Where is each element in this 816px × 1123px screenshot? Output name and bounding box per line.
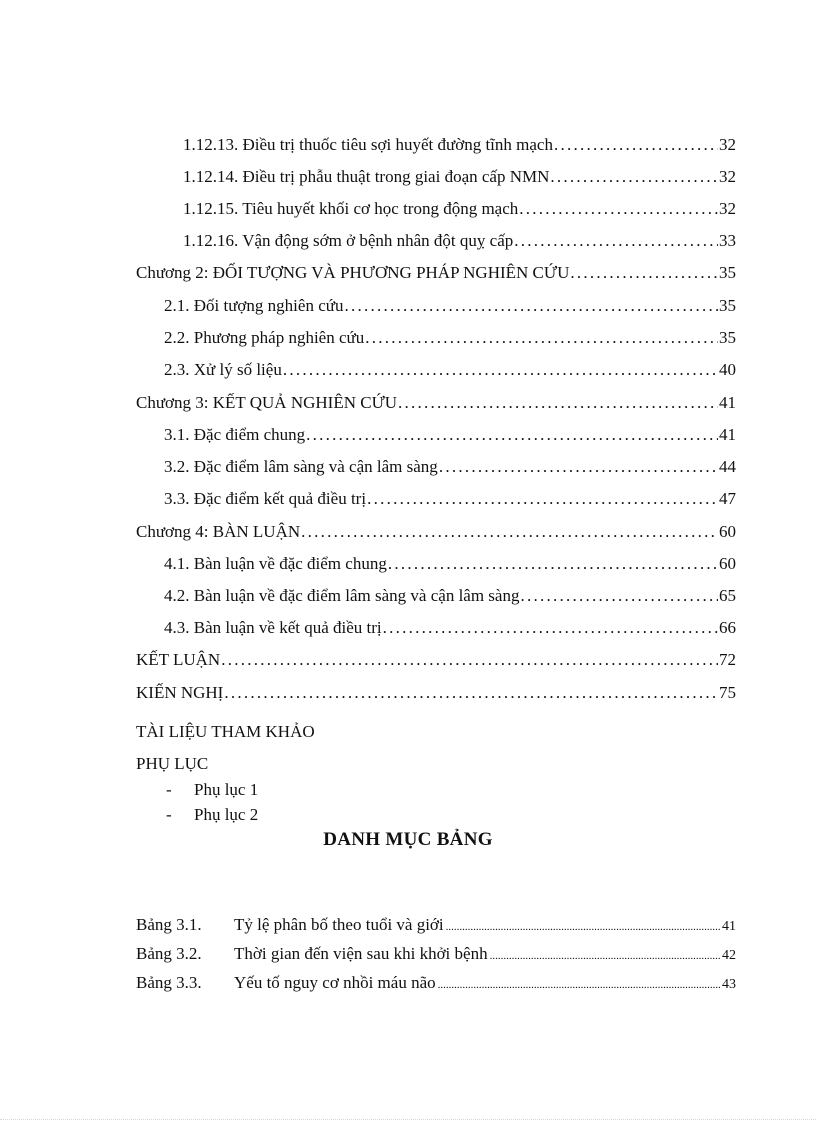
toc-entry-page: 44 (719, 457, 736, 476)
toc-entry (183, 230, 736, 252)
toc-entry-page: 66 (719, 618, 736, 637)
toc-entry-page: 75 (719, 683, 736, 702)
bullet-dash: - (166, 780, 172, 799)
toc-leader-dots (383, 617, 718, 639)
toc-entry-page: 32 (719, 199, 736, 218)
toc-leader-dots (490, 945, 720, 967)
toc-chapter (136, 262, 736, 284)
toc-leader-dots (365, 327, 718, 349)
toc-leader-dots (344, 295, 718, 317)
table-title: Yếu tố nguy cơ nhồi máu não (234, 973, 436, 992)
toc-leader-dots (388, 553, 718, 575)
table-number: Bảng 3.1. (136, 915, 202, 934)
toc-entry (164, 359, 736, 381)
toc-entry-page: 47 (719, 489, 736, 508)
toc-entry (164, 553, 736, 575)
toc-entry-page: 60 (719, 554, 736, 573)
toc-leader-dots (519, 198, 718, 220)
references-heading: TÀI LIỆU THAM KHẢO (136, 722, 315, 741)
toc-leader-dots (520, 585, 718, 607)
toc-entry (164, 295, 736, 317)
table-title: Thời gian đến viện sau khi khởi bệnh (234, 944, 488, 963)
toc-entry (164, 585, 736, 607)
toc-leader-dots (514, 230, 718, 252)
toc-entry-title: 4.3. Bàn luận về kết quả điều trị (164, 618, 382, 637)
toc-entry-title: Chương 2: ĐỐI TƯỢNG VÀ PHƯƠNG PHÁP NGHIÊN CỨU (136, 263, 570, 282)
toc-entry-page: 35 (719, 328, 736, 347)
toc-entry-title: 4.1. Bàn luận về đặc điểm chung (164, 554, 387, 573)
table-page: 42 (722, 948, 736, 963)
toc-entry-title: 1.12.14. Điều trị phẫu thuật trong giai đoạn cấp NMN (183, 167, 550, 186)
toc-entry-page: 33 (719, 231, 736, 250)
toc-entry (183, 166, 736, 188)
toc-leader-dots (439, 456, 718, 478)
toc-entry-page: 32 (719, 167, 736, 186)
table-list-item (136, 972, 736, 996)
toc-entry-title: 3.3. Đặc điểm kết quả điều trị (164, 489, 367, 508)
toc-leader-dots (438, 974, 720, 996)
toc-entry (164, 456, 736, 478)
appendix-item-label: Phụ lục 2 (194, 805, 259, 824)
toc-entry-title: Chương 4: BÀN LUẬN (136, 522, 301, 541)
appendix-item-label: Phụ lục 1 (194, 780, 259, 799)
toc-entry-title: 2.1. Đối tượng nghiên cứu (164, 296, 344, 315)
toc-entry-title: 1.12.16. Vận động sớm ở bệnh nhân đột quỵ cấp (183, 231, 514, 250)
toc-leader-dots (367, 488, 718, 510)
toc-leader-dots (446, 916, 720, 938)
toc-entry-page: 40 (719, 360, 736, 379)
toc-entry (164, 617, 736, 639)
toc-leader-dots (550, 166, 718, 188)
toc-entry-page: 32 (719, 135, 736, 154)
table-list-item (136, 914, 736, 938)
toc-entry (164, 424, 736, 446)
toc-entry (164, 488, 736, 510)
toc-leader-dots (301, 521, 718, 543)
table-page: 41 (722, 919, 736, 934)
toc-leader-dots (554, 134, 718, 156)
appendix-item (166, 804, 258, 826)
toc-leader-dots (570, 262, 718, 284)
toc-entry (183, 198, 736, 220)
appendix-heading: PHỤ LỤC (136, 754, 209, 773)
toc-entry-title: 2.3. Xử lý số liệu (164, 360, 282, 379)
appendix-item (166, 779, 258, 801)
toc-chapter (136, 392, 736, 414)
tables-heading: DANH MỤC BẢNG (323, 829, 493, 850)
toc-entry (183, 134, 736, 156)
table-page: 43 (722, 977, 736, 992)
toc-entry-title: 1.12.15. Tiêu huyết khối cơ học trong động mạch (183, 199, 519, 218)
toc-entry-page: 35 (719, 263, 736, 282)
toc-entry-page: 65 (719, 586, 736, 605)
toc-entry-title: 4.2. Bàn luận về đặc điểm lâm sàng và cận lâm sàng (164, 586, 520, 605)
toc-entry-page: 41 (719, 393, 736, 412)
toc-entry-title: 2.2. Phương pháp nghiên cứu (164, 328, 365, 347)
toc-entry-page: 35 (719, 296, 736, 315)
toc-entry-title: KẾT LUẬN (136, 650, 221, 669)
toc-entry-title: Chương 3: KẾT QUẢ NGHIÊN CỨU (136, 393, 398, 412)
toc-entry-page: 60 (719, 522, 736, 541)
toc-leader-dots (224, 682, 718, 704)
toc-entry (164, 327, 736, 349)
bullet-dash: - (166, 805, 172, 824)
toc-entry-page: 41 (719, 425, 736, 444)
table-number: Bảng 3.3. (136, 973, 202, 992)
table-title: Tỷ lệ phân bố theo tuổi và giới (234, 915, 444, 934)
toc-entry-title: KIẾN NGHỊ (136, 683, 224, 702)
page-bottom-rule (0, 1119, 816, 1120)
toc-entry-title: 1.12.13. Điều trị thuốc tiêu sợi huyết đường tĩnh mạch (183, 135, 553, 154)
toc-entry-title: 3.1. Đặc điểm chung (164, 425, 306, 444)
table-list-item (136, 943, 736, 967)
toc-chapter (136, 521, 736, 543)
toc-leader-dots (283, 359, 718, 381)
toc-leader-dots (306, 424, 718, 446)
toc-chapter (136, 682, 736, 704)
toc-chapter (136, 649, 736, 671)
toc-leader-dots (398, 392, 718, 414)
table-number: Bảng 3.2. (136, 944, 202, 963)
toc-leader-dots (221, 649, 718, 671)
toc-entry-page: 72 (719, 650, 736, 669)
toc-entry-title: 3.2. Đặc điểm lâm sàng và cận lâm sàng (164, 457, 438, 476)
